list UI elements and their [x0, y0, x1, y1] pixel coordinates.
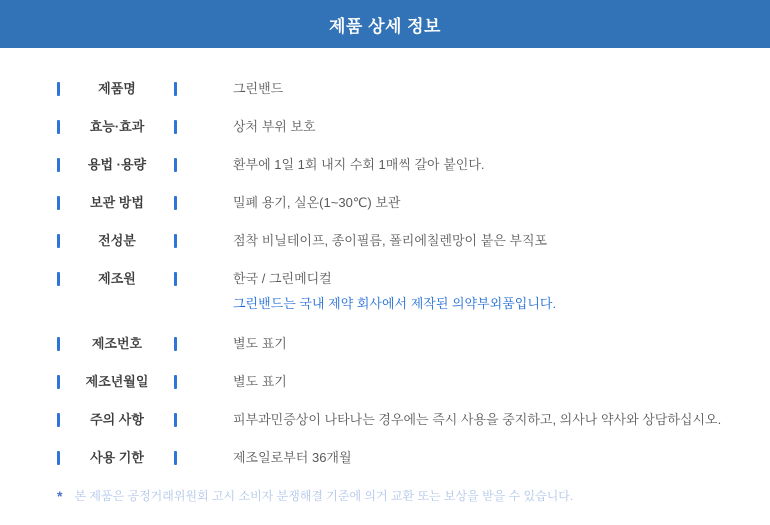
row-value-wrap [177, 375, 287, 389]
table-row-usage [0, 158, 770, 172]
row-value-wrap [177, 82, 283, 96]
row-label: 제품명 [98, 81, 136, 96]
table-row-efficacy [0, 120, 770, 134]
row-label: 용법 ·용량 [87, 157, 147, 172]
header-bar [0, 0, 770, 48]
row-value: 상처 부위 보호 [233, 119, 316, 134]
table-row-ingredients [0, 234, 770, 248]
page-title: 제품 상세 정보 [329, 16, 441, 36]
row-value: 한국 / 그린메디컬 [233, 271, 332, 286]
row-value: 그린밴드 [233, 81, 284, 96]
row-value: 피부과민증상이 나타나는 경우에는 즉시 사용을 중지하고, 의사나 약사와 상담하십시오. [233, 412, 722, 427]
table-row-manufacturer [0, 272, 770, 311]
asterisk-marker: * [57, 488, 63, 504]
footer-note [0, 489, 770, 504]
table-row-storage [0, 196, 770, 210]
row-value-wrap [177, 413, 721, 427]
table-row-caution [0, 413, 770, 427]
row-label: 효능·효과 [89, 119, 145, 134]
row-value: 환부에 1일 1회 내지 수회 1매씩 갈아 붙인다. [233, 157, 485, 172]
footer-text: 본 제품은 공정거래위원회 고시 소비자 분쟁해결 기준에 의거 교환 또는 보상을 받을 수 있습니다. [74, 489, 574, 503]
manufacturer-note: 그린밴드는 국내 제약 회사에서 제작된 의약부외품입니다. [233, 296, 557, 311]
table-row-lot-number [0, 337, 770, 351]
table-row-manufacture-date [0, 375, 770, 389]
row-value-wrap [177, 196, 400, 210]
row-value-wrap [177, 337, 287, 351]
row-label: 제조원 [98, 271, 136, 286]
row-label: 사용 기한 [90, 450, 144, 465]
row-value-wrap [177, 451, 352, 465]
row-value: 별도 표기 [233, 336, 287, 351]
row-label: 주의 사항 [90, 412, 144, 427]
row-value-wrap [177, 120, 316, 134]
row-value: 밀폐 용기, 실온(1~30℃) 보관 [233, 195, 401, 210]
row-value-wrap [177, 158, 485, 172]
row-value-wrap [177, 234, 547, 248]
row-value: 별도 표기 [233, 374, 287, 389]
row-label: 전성분 [98, 233, 136, 248]
table-row-expiration [0, 451, 770, 465]
row-value: 제조일로부터 36개월 [233, 450, 352, 465]
product-detail-table [0, 48, 770, 465]
row-label: 보관 방법 [90, 195, 144, 210]
row-value: 점착 비닐테이프, 종이필름, 폴리에칠렌망이 붙은 부직포 [233, 233, 548, 248]
row-value-wrap [177, 272, 556, 311]
row-label: 제조년월일 [85, 374, 149, 389]
table-row-product-name [0, 82, 770, 96]
row-label: 제조번호 [91, 336, 143, 351]
